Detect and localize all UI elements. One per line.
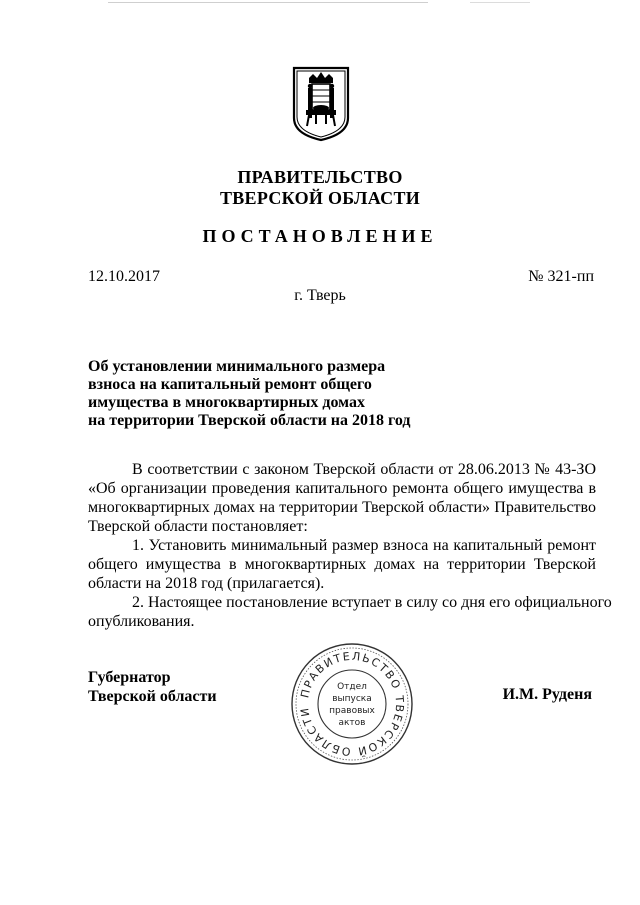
body-line: Тверской области постановляет: xyxy=(88,518,308,535)
document-body xyxy=(88,460,612,631)
title-line: Об установлении минимального размера xyxy=(88,358,386,375)
body-line: области на 2018 год (прилагается). xyxy=(88,575,325,592)
document-number: № 321-пп xyxy=(528,268,594,285)
signatory-name: И.М. Руденя xyxy=(502,686,592,703)
signatory-position-line2: Тверской области xyxy=(88,688,217,705)
stamp-center-line3: правовых xyxy=(329,706,375,716)
title-line: на территории Тверской области на 2018 год xyxy=(88,412,411,429)
stamp-ring-text: ПРАВИТЕЛЬСТВО ТВЕРСКОЙ ОБЛАСТИ xyxy=(297,649,407,759)
document-city: г. Тверь xyxy=(294,287,346,304)
signatory-position xyxy=(88,668,217,706)
government-name-line2: ТВЕРСКОЙ ОБЛАСТИ xyxy=(219,188,421,208)
government-name-line1: ПРАВИТЕЛЬСТВО xyxy=(237,167,403,187)
body-line: общего имущества в многоквартирных домах на территории Тверской xyxy=(88,556,596,573)
body-line: многоквартирных домах на территории Тверской области» Правительство xyxy=(88,499,596,516)
body-line: 2. Настоящее постановление вступает в силу со дня его официального xyxy=(132,594,612,611)
document-date: 12.10.2017 xyxy=(88,268,160,285)
body-line: «Об организации проведения капитального ремонта общего имущества в xyxy=(88,480,596,497)
title-line: взноса на капитальный ремонт общего xyxy=(88,376,372,393)
scan-edge-line xyxy=(470,2,530,3)
document-type-heading: ПОСТАНОВЛЕНИЕ xyxy=(202,226,438,246)
official-stamp xyxy=(288,640,416,768)
stamp-center-line2: выпуска xyxy=(332,694,372,704)
body-line: 1. Установить минимальный размер взноса на капитальный ремонт xyxy=(132,537,596,554)
signatory-position-line1: Губернатор xyxy=(88,669,171,686)
title-line: имущества в многоквартирных домах xyxy=(88,394,365,411)
stamp-center-line4: актов xyxy=(338,718,366,728)
body-line: В соответствии с законом Тверской области от 28.06.2013 № 43-ЗО xyxy=(132,461,596,478)
body-line: опубликования. xyxy=(88,613,195,630)
coat-of-arms-emblem xyxy=(292,66,350,142)
document-title xyxy=(88,358,411,430)
stamp-center-line1: Отдел xyxy=(337,682,367,692)
scan-edge-line xyxy=(108,2,428,3)
